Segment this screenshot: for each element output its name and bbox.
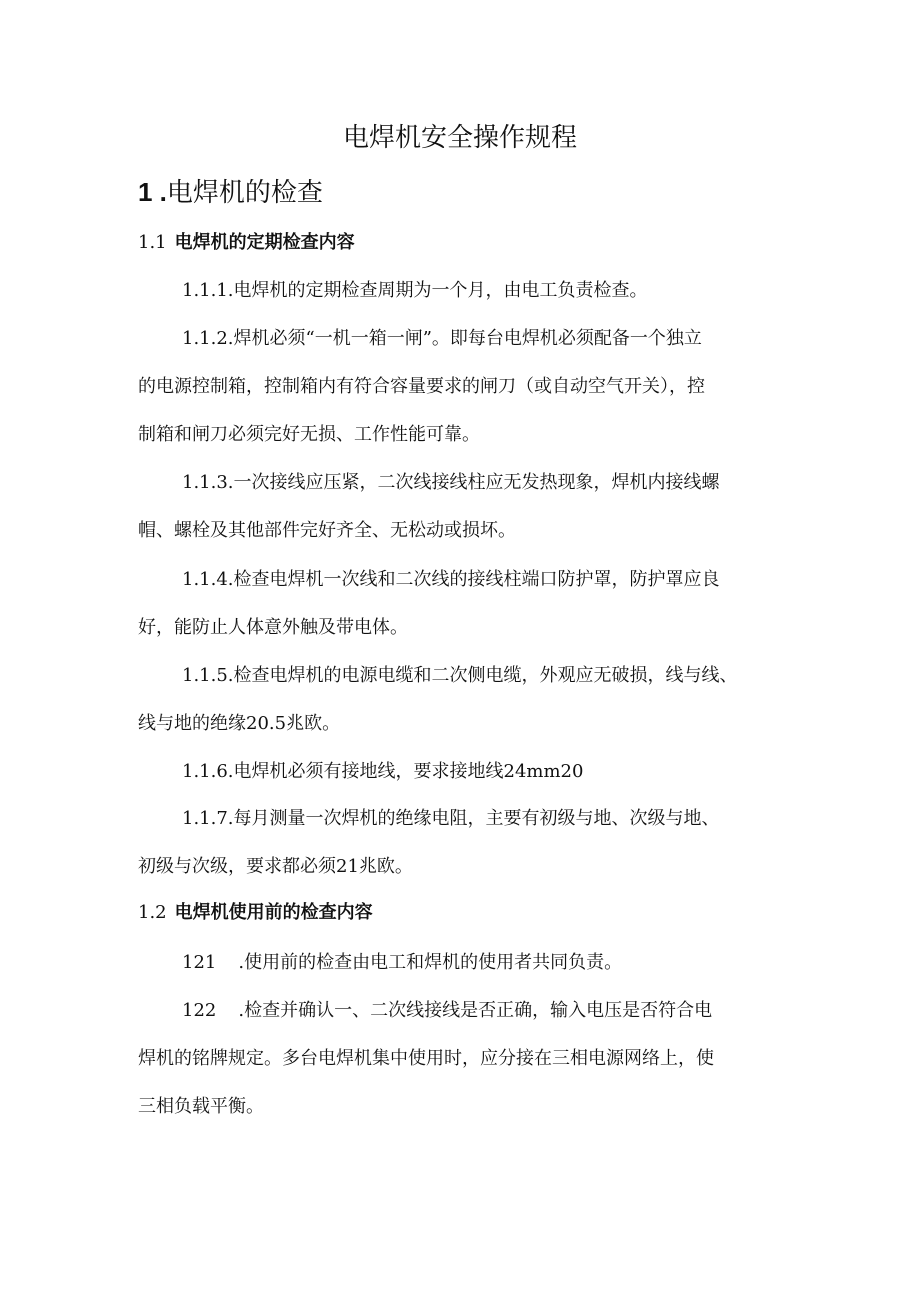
section-1-number: 1 . bbox=[138, 177, 167, 207]
paragraph-line: 1.1.1.电焊机的定期检查周期为一个月，由电工负责检查。 bbox=[182, 280, 648, 301]
paragraph-line: 三相负载平衡。 bbox=[138, 1096, 264, 1117]
paragraph-line: 制箱和闸刀必须完好无损、工作性能可靠。 bbox=[138, 424, 480, 445]
section-1-title: 电焊机的检查 bbox=[166, 178, 323, 208]
subsection-1-1-heading bbox=[138, 228, 355, 258]
paragraph-line: 帽、螺栓及其他部件完好齐全、无松动或损坏。 bbox=[138, 520, 516, 541]
paragraph-line bbox=[182, 948, 622, 978]
paragraph-line: 线与地的绝缘20.5兆欧。 bbox=[138, 713, 341, 734]
paragraph-line: 1.1.3.一次接线应压紧，二次线接线柱应无发热现象，焊机内接线螺 bbox=[182, 472, 720, 493]
subsection-1-2-heading bbox=[138, 898, 373, 928]
document-title: 电焊机安全操作规程 bbox=[342, 123, 577, 153]
paragraph-line: 初级与次级，要求都必须21兆欧。 bbox=[138, 856, 413, 877]
paragraph-line: 1.1.5.检查电焊机的电源电缆和二次侧电缆，外观应无破损，线与线、 bbox=[182, 665, 738, 686]
paragraph-line: 焊机的铭牌规定。多台电焊机集中使用时，应分接在三相电源网络上，使 bbox=[138, 1048, 714, 1069]
section-1-heading bbox=[138, 172, 323, 213]
paragraph-text: .检查并确认一、二次线接线是否正确，输入电压是否符合电 bbox=[238, 1000, 713, 1021]
subsection-1-1-title: 电焊机的定期检查内容 bbox=[174, 232, 355, 253]
subsection-1-2-title: 电焊机使用前的检查内容 bbox=[174, 902, 373, 923]
paragraph-text: .使用前的检查由电工和焊机的使用者共同负责。 bbox=[238, 952, 623, 973]
paragraph-line: 1.1.6.电焊机必须有接地线，要求接地线24mm20 bbox=[182, 761, 584, 782]
paragraph-line: 1.1.4.检查电焊机一次线和二次线的接线柱端口防护罩，防护罩应良 bbox=[182, 569, 720, 590]
paragraph-number: 122 bbox=[182, 1000, 217, 1021]
paragraph-line: 1.1.2.焊机必须“一机一箱一闸”。即每台电焊机必须配备一个独立 bbox=[182, 328, 702, 349]
subsection-1-1-number: 1.1 bbox=[138, 232, 167, 253]
paragraph-line: 好，能防止人体意外触及带电体。 bbox=[138, 617, 408, 638]
paragraph-number: 121 bbox=[182, 952, 217, 973]
paragraph-line bbox=[182, 996, 712, 1026]
paragraph-line: 1.1.7.每月测量一次焊机的绝缘电阻，主要有初级与地、次级与地、 bbox=[182, 808, 720, 829]
paragraph-line: 的电源控制箱，控制箱内有符合容量要求的闸刀（或自动空气开关），控 bbox=[138, 376, 705, 397]
subsection-1-2-number: 1.2 bbox=[138, 902, 167, 923]
